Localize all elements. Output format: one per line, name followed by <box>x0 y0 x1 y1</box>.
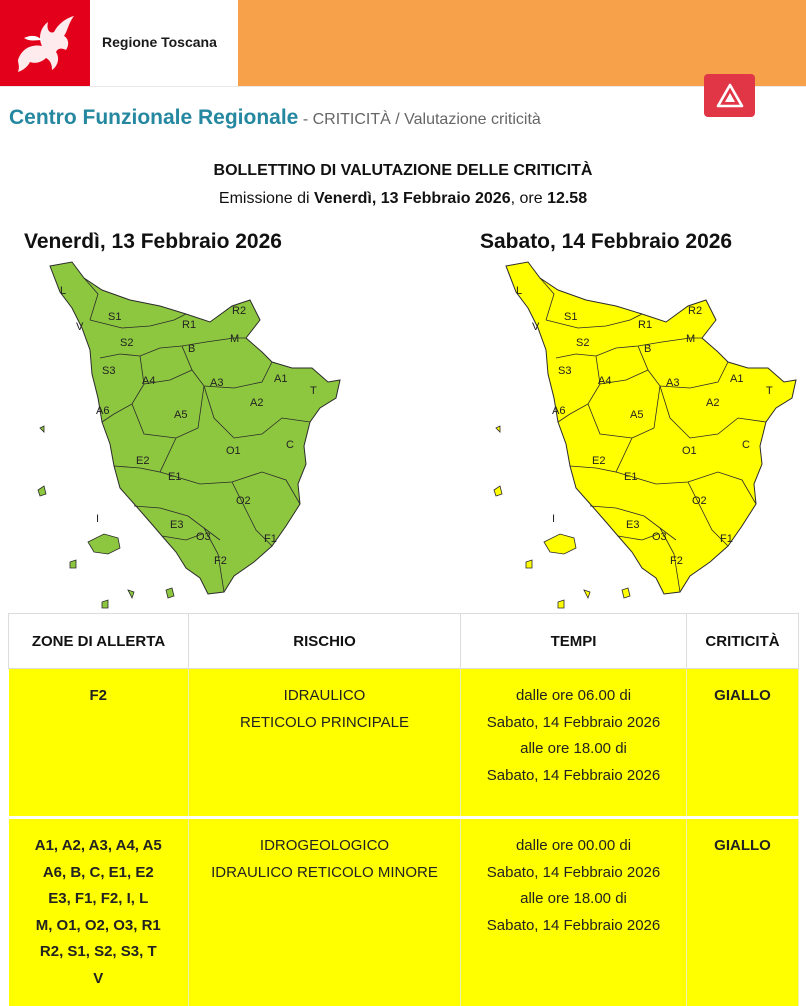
zone-label[interactable]: R1 <box>182 319 196 331</box>
zone-label[interactable]: R2 <box>688 305 702 317</box>
zone-label[interactable]: O3 <box>652 531 667 543</box>
zone-label[interactable]: R1 <box>638 319 652 331</box>
zone-label[interactable]: F2 <box>214 555 227 567</box>
zone-label[interactable]: B <box>188 343 195 355</box>
zone-label[interactable]: T <box>310 385 317 397</box>
zone-label[interactable]: A4 <box>598 375 611 387</box>
zone-label[interactable]: E2 <box>136 455 149 467</box>
zone-label[interactable]: A2 <box>706 397 719 409</box>
header-criticality: CRITICITÀ <box>687 614 799 669</box>
times-cell: dalle ore 06.00 di Sabato, 14 Febbraio 2026 alle ore 18.00 di Sabato, 14 Febbraio 2026 <box>461 669 687 818</box>
zone-label[interactable]: E3 <box>170 519 183 531</box>
zone-label[interactable]: S2 <box>576 337 589 349</box>
tuscany-alert-map <box>466 258 806 614</box>
zone-label[interactable]: A1 <box>274 373 287 385</box>
zone-label[interactable]: E1 <box>168 471 181 483</box>
zone-label[interactable]: A1 <box>730 373 743 385</box>
criticality-cell: GIALLO <box>687 818 799 1006</box>
zone-label[interactable]: F1 <box>264 533 277 545</box>
zone-label[interactable]: S1 <box>108 311 121 323</box>
pegasus-icon <box>8 8 82 78</box>
header-risk: RISCHIO <box>189 614 461 669</box>
zone-label[interactable]: O1 <box>682 445 697 457</box>
island <box>128 590 134 598</box>
zone-label[interactable]: A6 <box>96 405 109 417</box>
zone-label[interactable]: O1 <box>226 445 241 457</box>
table-header-row <box>9 614 799 669</box>
island <box>88 534 120 554</box>
risk-cell: IDRAULICO RETICOLO PRINCIPALE <box>189 669 461 818</box>
tuscany-alert-map <box>10 258 350 614</box>
breadcrumb <box>9 106 541 130</box>
island <box>494 486 502 496</box>
times-cell: dalle ore 00.00 di Sabato, 14 Febbraio 2026 alle ore 18.00 di Sabato, 14 Febbraio 2026 <box>461 818 687 1006</box>
header-times: TEMPI <box>461 614 687 669</box>
zone-label[interactable]: S1 <box>564 311 577 323</box>
zone-label[interactable]: C <box>286 439 294 451</box>
island <box>526 560 532 568</box>
criticality-table <box>8 613 799 1006</box>
zone-label[interactable]: R2 <box>232 305 246 317</box>
zone-label[interactable]: E1 <box>624 471 637 483</box>
island <box>584 590 590 598</box>
zone-label[interactable]: C <box>742 439 750 451</box>
map-today <box>10 258 350 614</box>
island <box>622 588 630 598</box>
island <box>544 534 576 554</box>
breadcrumb-path: - CRITICITÀ / Valutazione criticità <box>303 111 541 128</box>
criticality-cell: GIALLO <box>687 669 799 818</box>
map-day-label-left: Venerdì, 13 Febbraio 2026 <box>24 230 282 254</box>
zone-label[interactable]: V <box>532 321 540 333</box>
region-logo[interactable] <box>0 0 238 86</box>
island <box>40 426 44 432</box>
island <box>496 426 500 432</box>
zone-label[interactable]: S2 <box>120 337 133 349</box>
bulletin-title: BOLLETTINO DI VALUTAZIONE DELLE CRITICITÀ <box>0 162 806 180</box>
zone-label[interactable]: A4 <box>142 375 155 387</box>
zone-label[interactable]: M <box>230 333 239 345</box>
zone-label[interactable]: O2 <box>236 495 251 507</box>
region-name: Regione Toscana <box>102 34 217 50</box>
island <box>558 600 564 608</box>
pegasus-logo <box>0 0 90 86</box>
risk-cell: IDROGEOLOGICO IDRAULICO RETICOLO MINORE <box>189 818 461 1006</box>
zone-label[interactable]: A2 <box>250 397 263 409</box>
warning-triangle-icon <box>716 83 744 109</box>
zone-label[interactable]: I <box>96 513 99 525</box>
table-row <box>9 818 799 1006</box>
zone-label[interactable]: O3 <box>196 531 211 543</box>
map-day-label-right: Sabato, 14 Febbraio 2026 <box>480 230 732 254</box>
breadcrumb-title[interactable]: Centro Funzionale Regionale <box>9 106 298 129</box>
zones-cell: F2 <box>9 669 189 818</box>
alert-button[interactable] <box>704 74 755 117</box>
zone-label[interactable]: A3 <box>666 377 679 389</box>
zone-label[interactable]: A5 <box>174 409 187 421</box>
zone-label[interactable]: A5 <box>630 409 643 421</box>
zone-label[interactable]: A3 <box>210 377 223 389</box>
map-tomorrow <box>466 258 806 614</box>
zone-label[interactable]: F2 <box>670 555 683 567</box>
table-row <box>9 669 799 818</box>
zone-label[interactable]: E2 <box>592 455 605 467</box>
island <box>38 486 46 496</box>
island <box>102 600 108 608</box>
zone-label[interactable]: O2 <box>692 495 707 507</box>
header-zones: ZONE DI ALLERTA <box>9 614 189 669</box>
zone-label[interactable]: B <box>644 343 651 355</box>
bulletin-issued: Emissione di Venerdì, 13 Febbraio 2026, ore 12.58 <box>0 190 806 208</box>
zone-label[interactable]: L <box>516 285 522 297</box>
island <box>70 560 76 568</box>
zone-label[interactable]: A6 <box>552 405 565 417</box>
zone-label[interactable]: S3 <box>558 365 571 377</box>
zone-label[interactable]: E3 <box>626 519 639 531</box>
zones-cell: A1, A2, A3, A4, A5 A6, B, C, E1, E2 E3, F1, F2, I, L M, O1, O2, O3, R1 R2, S1, S2, S3, T V <box>9 818 189 1006</box>
zone-label[interactable]: S3 <box>102 365 115 377</box>
zone-label[interactable]: V <box>76 321 84 333</box>
island <box>166 588 174 598</box>
zone-label[interactable]: M <box>686 333 695 345</box>
zone-label[interactable]: T <box>766 385 773 397</box>
zone-label[interactable]: F1 <box>720 533 733 545</box>
zone-label[interactable]: L <box>60 285 66 297</box>
zone-label[interactable]: I <box>552 513 555 525</box>
